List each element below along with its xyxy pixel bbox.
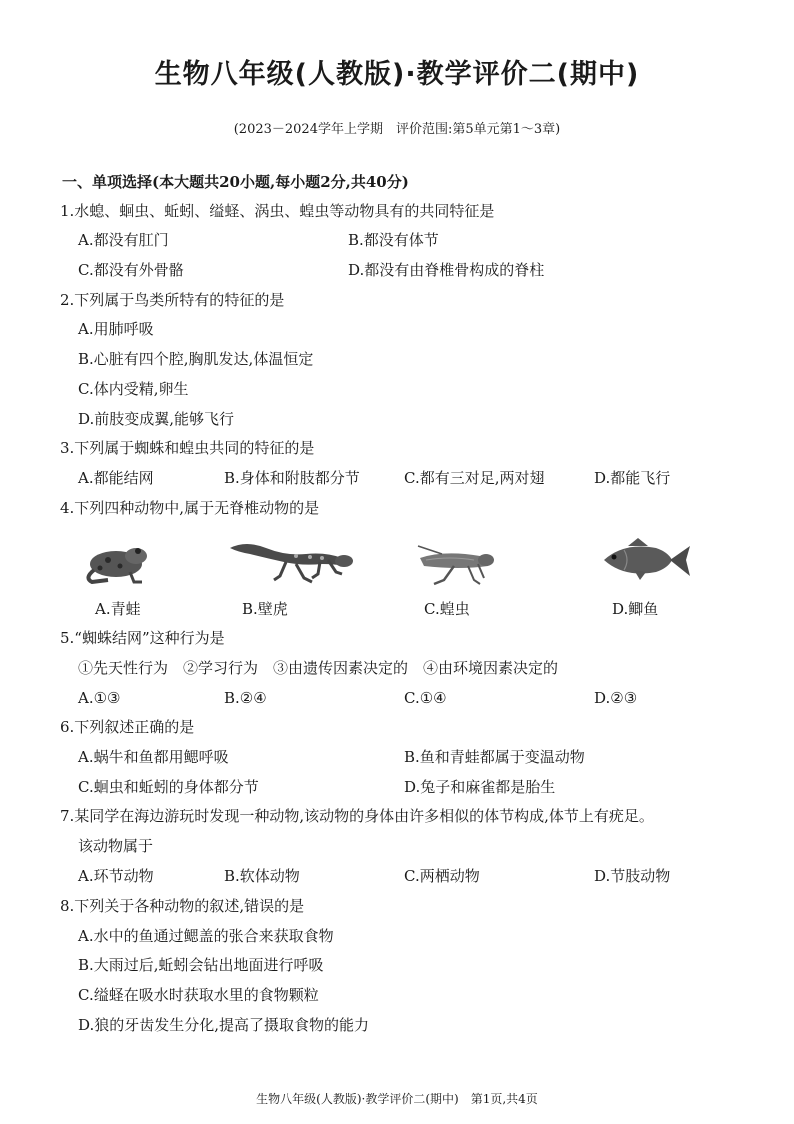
question-2-option-a: A.用肺呼吸 [78,320,154,338]
question-5-statements: ①先天性行为 ②学习行为 ③由遗传因素决定的 ④由环境因素决定的 [78,659,559,677]
gecko-icon [226,534,356,586]
question-3-stem: 3.下列属于蜘蛛和蝗虫共同的特征的是 [60,439,315,457]
question-3-option-d: D.都能飞行 [594,469,671,487]
question-5-option-c: C.①④ [404,689,447,707]
question-4-stem: 4.下列四种动物中,属于无脊椎动物的是 [60,499,320,517]
question-7-option-b: B.软体动物 [224,867,300,885]
question-7-option-c: C.两栖动物 [404,867,480,885]
question-6-stem: 6.下列叙述正确的是 [60,718,195,736]
question-8-option-a: A.水中的鱼通过鳃盖的张合来获取食物 [78,927,334,945]
question-5-stem: 5.“蜘蛛结网”这种行为是 [60,629,225,647]
question-4-option-b: B.壁虎 [242,600,288,618]
page-footer: 生物八年级(人教版)·教学评价二(期中) 第1页,共4页 [256,1092,538,1106]
question-3-option-a: A.都能结网 [78,469,154,487]
question-7-stem: 7.某同学在海边游玩时发现一种动物,该动物的身体由许多相似的体节构成,体节上有疣足。 [60,807,654,825]
question-2-stem: 2.下列属于鸟类所特有的特征的是 [60,291,285,309]
question-4-option-c: C.蝗虫 [424,600,470,618]
page-title: 生物八年级(人教版)·教学评价二(期中) [154,59,640,90]
question-3-option-b: B.身体和附肢都分节 [224,469,360,487]
question-8-option-d: D.狼的牙齿发生分化,提高了摄取食物的能力 [78,1016,370,1034]
question-7-stem-continued: 该动物属于 [78,837,154,855]
question-8-option-c: C.缢蛏在吸水时获取水里的食物颗粒 [78,986,319,1004]
question-2-option-d: D.前肢变成翼,能够飞行 [78,410,235,428]
question-5-option-d: D.②③ [594,689,638,707]
section-heading: 一、单项选择(本大题共20小题,每小题2分,共40分) [62,173,409,191]
frog-icon [80,538,154,584]
question-5-option-b: B.②④ [224,689,267,707]
page-subtitle: (2023－2024学年上学期 评价范围:第5单元第1～3章) [233,122,561,137]
question-8-option-b: B.大雨过后,蚯蚓会钻出地面进行呼吸 [78,956,324,974]
question-6-option-d: D.兔子和麻雀都是胎生 [404,778,556,796]
question-3-option-c: C.都有三对足,两对翅 [404,469,545,487]
question-8-stem: 8.下列关于各种动物的叙述,错误的是 [60,897,305,915]
question-6-option-a: A.蜗牛和鱼都用鳃呼吸 [78,748,229,766]
question-1-option-c: C.都没有外骨骼 [78,261,184,279]
locust-icon [414,540,496,586]
question-2-option-c: C.体内受精,卵生 [78,380,189,398]
question-1-option-d: D.都没有由脊椎骨构成的脊柱 [348,261,545,279]
carp-icon [594,536,692,584]
question-1-stem: 1.水螅、蛔虫、蚯蚓、缢蛏、涡虫、蝗虫等动物具有的共同特征是 [60,202,495,220]
question-1-option-a: A.都没有肛门 [78,231,169,249]
question-7-option-d: D.节肢动物 [594,867,671,885]
question-5-option-a: A.①③ [78,689,121,707]
question-2-option-b: B.心脏有四个腔,胸肌发达,体温恒定 [78,350,314,368]
question-6-option-b: B.鱼和青蛙都属于变温动物 [404,748,585,766]
question-6-option-c: C.蛔虫和蚯蚓的身体都分节 [78,778,259,796]
question-4-option-d: D.鲫鱼 [612,600,659,618]
question-4-option-a: A.青蛙 [95,600,141,618]
question-7-option-a: A.环节动物 [78,867,154,885]
question-1-option-b: B.都没有体节 [348,231,439,249]
